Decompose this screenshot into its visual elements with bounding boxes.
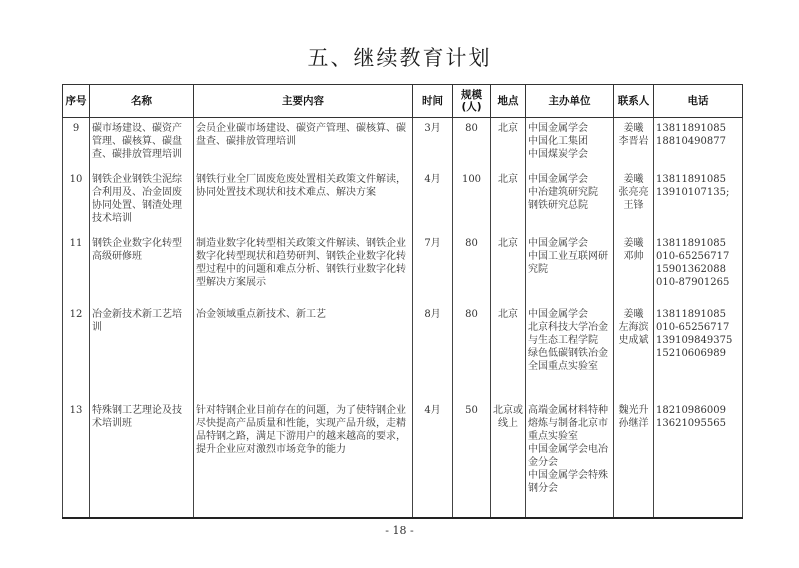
header-time: 时间: [413, 85, 453, 118]
cell-scale: 80: [453, 304, 491, 400]
organizer-name: 高端金属材料特种熔炼与制备北京市重点实验室: [528, 404, 608, 442]
cell-seq: 9: [63, 118, 90, 169]
table-row: [63, 118, 743, 169]
organizer-name: 中国工业互联网研究院: [528, 250, 608, 275]
phone-number: 13811891085: [656, 123, 726, 134]
organizer-name: 绿色低碳钢铁冶金全国重点实验室: [528, 347, 608, 372]
cell-name: 特殊钢工艺理论及技术培训班: [90, 400, 194, 518]
cell-name: 碳市场建设、碳资产管理、碳核算、碳盘查、碳排放管理培训: [90, 118, 194, 169]
cell-scale: 80: [453, 118, 491, 169]
cell-content: 针对特钢企业目前存在的问题，为了使特钢企业尽快提高产品质量和性能，实现产品升级，走精品特钢之路，满足下游用户的越来越高的要求，提升企业应对激烈市场竞争的能力: [194, 400, 413, 518]
cell-scale: 50: [453, 400, 491, 518]
header-location: 地点: [491, 85, 526, 118]
contact-person: 史成斌: [618, 334, 649, 346]
cell-organizer: [526, 233, 614, 304]
table-row: [63, 304, 743, 400]
cell-organizer: [526, 169, 614, 233]
contact-person: 魏光升: [618, 404, 649, 416]
table-row: [63, 233, 743, 304]
education-plan-table: [62, 84, 743, 519]
contact-person: 孙继洋: [618, 417, 649, 429]
contact-person: 姜曦: [623, 123, 644, 134]
organizer-name: 中国煤炭学会: [528, 149, 588, 160]
page-title: 五、继续教育计划: [307, 46, 492, 70]
cell-seq: 11: [63, 233, 90, 304]
cell-organizer: [526, 400, 614, 518]
cell-contact: [614, 304, 654, 400]
organizer-name: 中冶建筑研究院: [528, 186, 598, 198]
cell-contact: [614, 118, 654, 169]
cell-seq: 10: [63, 169, 90, 233]
phone-number: 010-87901265: [656, 276, 730, 288]
cell-contact: [614, 169, 654, 233]
table-row: [63, 400, 743, 518]
cell-phone: [654, 169, 743, 233]
cell-phone: [654, 304, 743, 400]
contact-person: 王锋: [623, 199, 644, 211]
cell-phone: [654, 233, 743, 304]
organizer-name: 中国金属学会电冶金分会: [528, 443, 608, 468]
organizer-name: 中国化工集团: [528, 136, 588, 147]
cell-scale: 100: [453, 169, 491, 233]
contact-person: 张亮亮: [618, 186, 649, 198]
header-scale: [453, 85, 491, 118]
cell-time: 4月: [413, 169, 453, 233]
cell-location: 北京: [491, 169, 526, 233]
organizer-name: 北京科技大学冶金与生态工程学院: [528, 321, 608, 346]
phone-number: 139109849375: [656, 334, 733, 346]
contact-person: 姜曦: [623, 237, 644, 249]
cell-name: 冶金新技术新工艺培训: [90, 304, 194, 400]
phone-number: 13811891085: [656, 173, 726, 185]
phone-number: 13910107135;: [656, 186, 730, 198]
phone-number: 13621095565: [656, 417, 726, 429]
cell-contact: [614, 233, 654, 304]
cell-scale: 80: [453, 233, 491, 304]
page-number: - 18 -: [385, 524, 414, 537]
cell-phone: [654, 400, 743, 518]
cell-location: 北京: [491, 233, 526, 304]
phone-number: 010-65256717: [656, 321, 730, 333]
cell-content: 制造业数字化转型相关政策文件解读、钢铁企业数字化转型现状和趋势研判、钢铁企业数字化转型过程中的问题和难点分析、钢铁行业数字化转型解决方案展示: [194, 233, 413, 304]
cell-content: 会员企业碳市场建设、碳资产管理、碳核算、碳盘查、碳排放管理培训: [194, 118, 413, 169]
cell-location: 北京或线上: [491, 400, 526, 518]
cell-time: 4月: [413, 400, 453, 518]
phone-number: 15901362088: [656, 263, 726, 275]
phone-number: 13811891085: [656, 237, 726, 249]
organizer-name: 中国金属学会: [528, 237, 588, 249]
cell-time: 3月: [413, 118, 453, 169]
cell-contact: [614, 400, 654, 518]
organizer-name: 中国金属学会: [528, 308, 588, 320]
header-content: 主要内容: [194, 85, 413, 118]
header-organizer: 主办单位: [526, 85, 614, 118]
cell-name: 钢铁企业钢铁尘泥综合利用及、冶金固废协同处置、钢渣处理技术培训: [90, 169, 194, 233]
organizer-name: 中国金属学会特殊钢分会: [528, 469, 608, 494]
phone-number: 18810490877: [656, 136, 726, 147]
header-phone: 电话: [654, 85, 743, 118]
contact-person: 李晋岩: [618, 136, 649, 147]
cell-seq: 13: [63, 400, 90, 518]
cell-phone: [654, 118, 743, 169]
table-row: [63, 169, 743, 233]
table-header-row: [63, 85, 743, 118]
organizer-name: 中国金属学会: [528, 123, 588, 134]
cell-time: 8月: [413, 304, 453, 400]
cell-time: 7月: [413, 233, 453, 304]
phone-number: 010-65256717: [656, 250, 730, 262]
organizer-name: 钢铁研究总院: [528, 199, 588, 211]
cell-content: 冶金领域重点新技术、新工艺: [194, 304, 413, 400]
contact-person: 姜曦: [623, 308, 644, 320]
header-scale-label: 规模: [461, 88, 482, 101]
cell-organizer: [526, 118, 614, 169]
contact-person: 邓帅: [623, 250, 644, 262]
cell-name: 钢铁企业数字化转型高级研修班: [90, 233, 194, 304]
phone-number: 13811891085: [656, 308, 726, 320]
contact-person: 左海滨: [618, 321, 649, 333]
header-seq: 序号: [63, 85, 90, 118]
phone-number: 18210986009: [656, 404, 726, 416]
cell-location: 北京: [491, 118, 526, 169]
cell-location: 北京: [491, 304, 526, 400]
phone-number: 15210606989: [656, 347, 726, 359]
cell-content: 钢铁行业全厂固废危废处置相关政策文件解读，协同处置技术现状和技术难点、解决方案: [194, 169, 413, 233]
cell-seq: 12: [63, 304, 90, 400]
header-scale-unit: (人): [461, 101, 482, 113]
header-contact: 联系人: [614, 85, 654, 118]
contact-person: 姜曦: [623, 173, 644, 185]
header-name: 名称: [90, 85, 194, 118]
organizer-name: 中国金属学会: [528, 173, 588, 185]
cell-organizer: [526, 304, 614, 400]
